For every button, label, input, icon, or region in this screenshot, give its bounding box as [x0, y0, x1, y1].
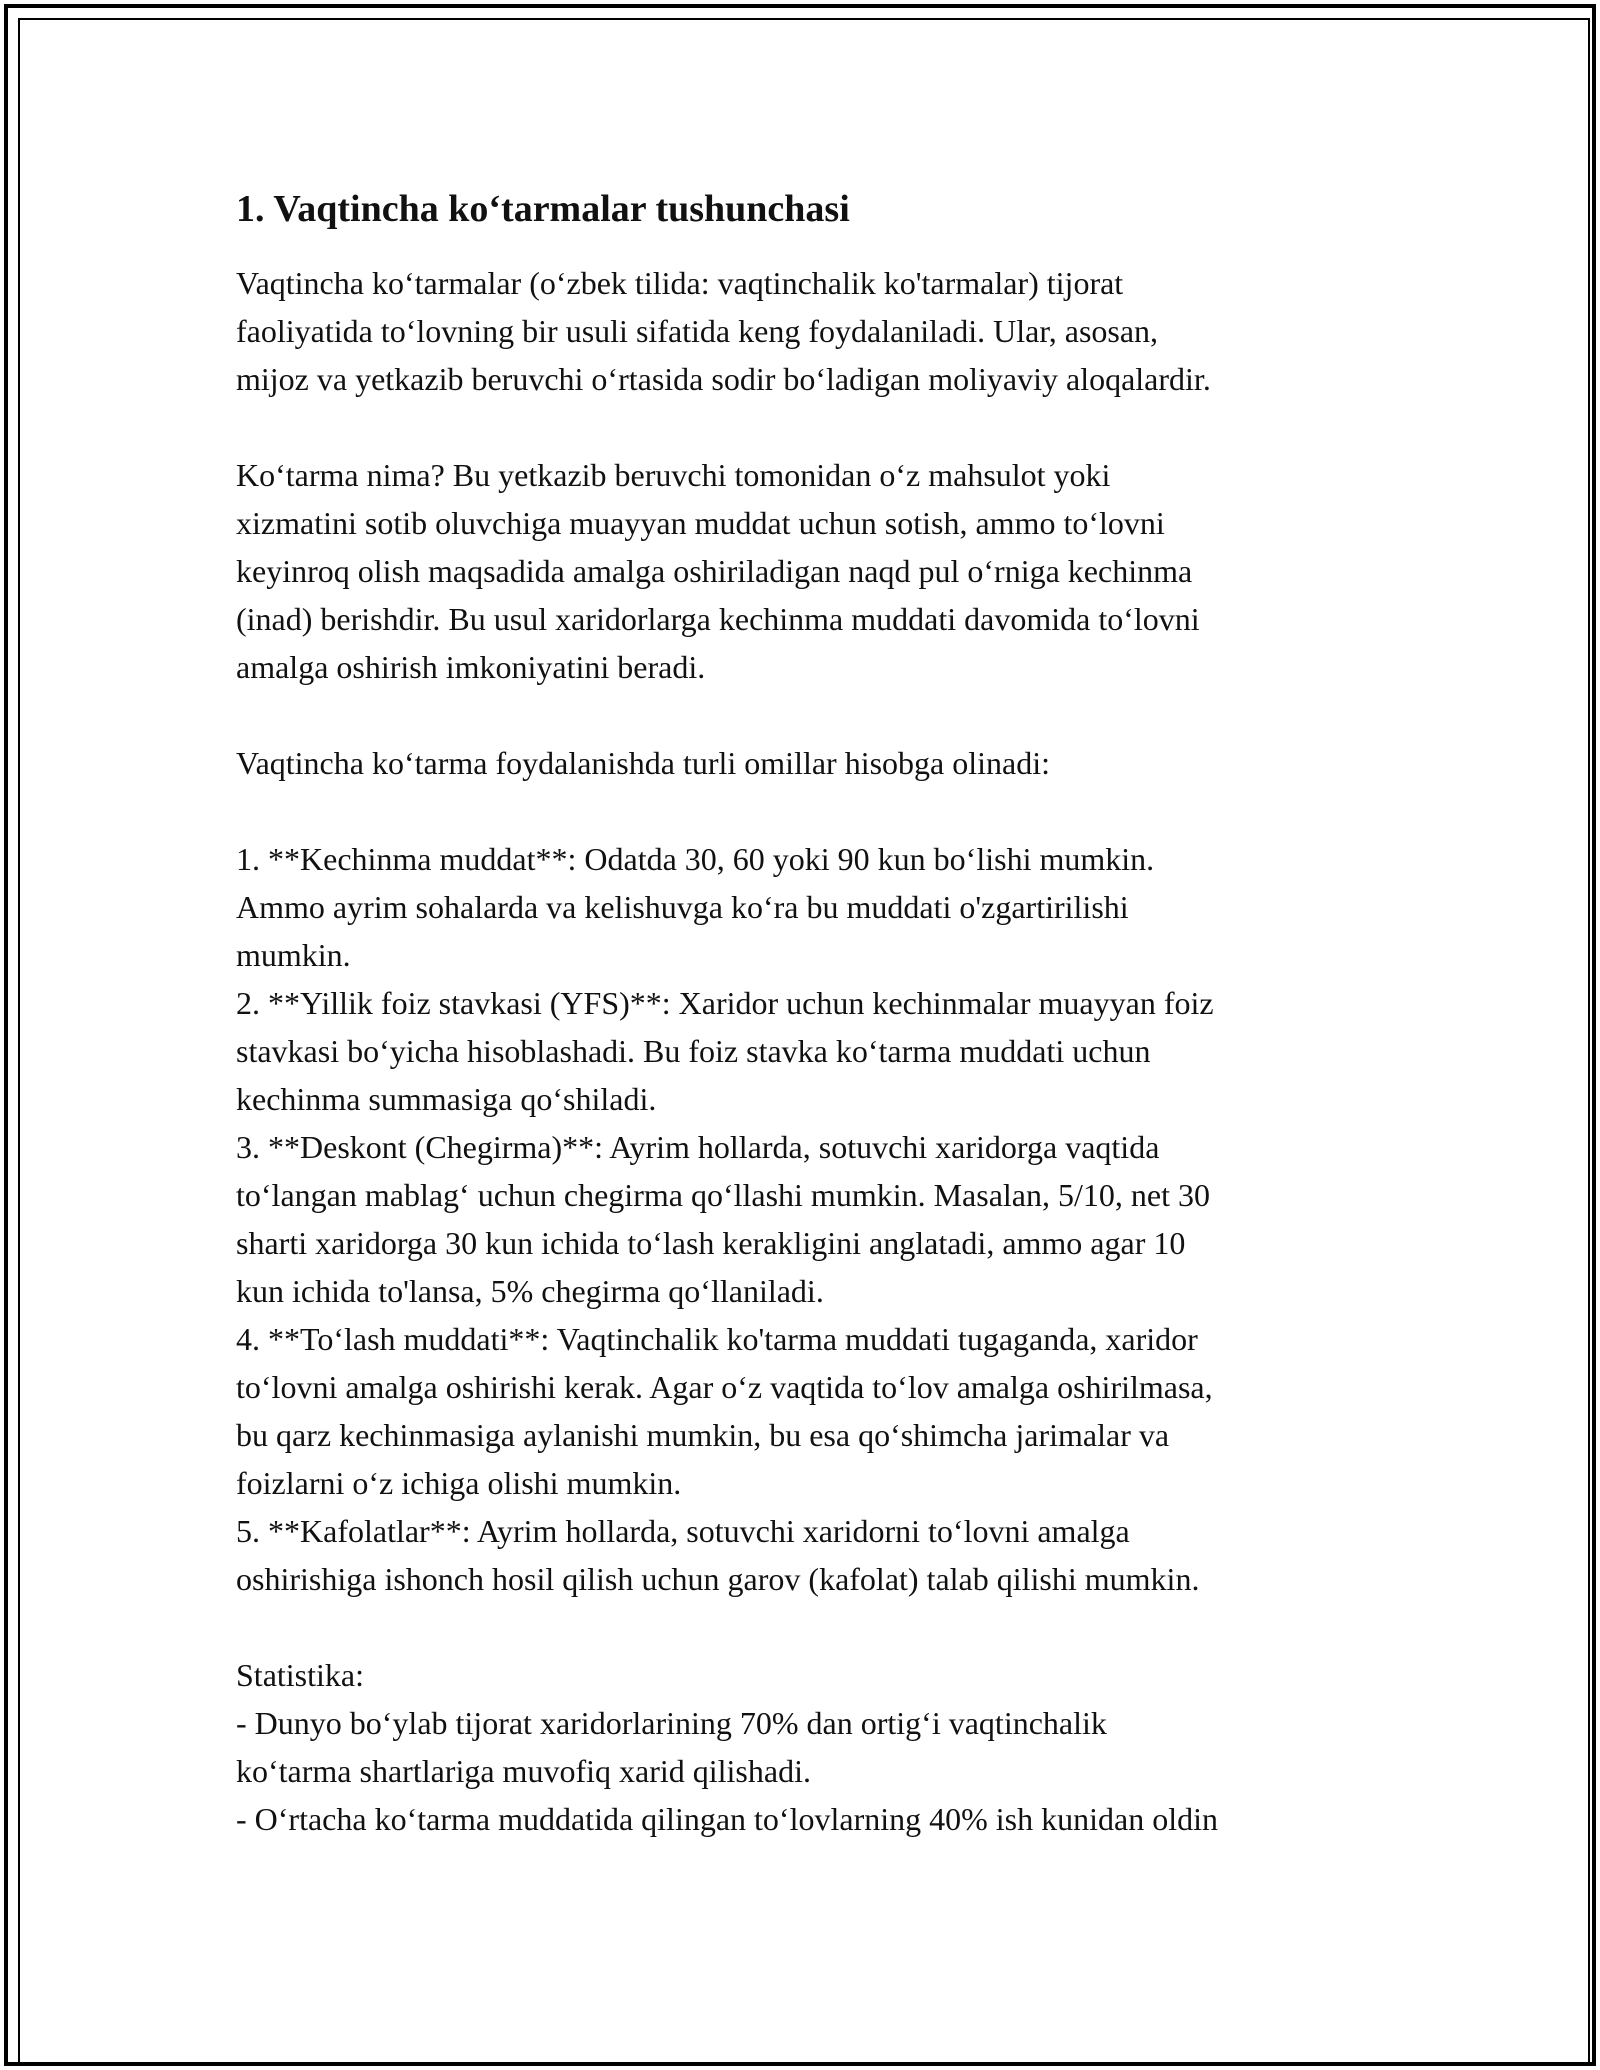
- section-heading: 1. Vaqtincha ko‘tarmalar tushunchasi: [236, 188, 850, 230]
- list-item-line: sharti xaridorga 30 kun ichida to‘lash kerakligini anglatadi, ammo agar 10: [236, 1225, 1186, 1261]
- list-item-line: 2. **Yillik foiz stavkasi (YFS)**: Xaridor uchun kechinmalar muayyan foiz: [236, 985, 1214, 1021]
- text-line: faoliyatida to‘lovning bir usuli sifatida keng foydalaniladi. Ular, asosan,: [236, 313, 1159, 349]
- document-body: [236, 185, 1396, 1843]
- list-item-line: to‘langan mablag‘ uchun chegirma qo‘llashi mumkin. Masalan, 5/10, net 30: [236, 1177, 1210, 1213]
- list-item-line: 1. **Kechinma muddat**: Odatda 30, 60 yoki 90 kun bo‘lishi mumkin.: [236, 841, 1155, 877]
- list-item-line: Ammo ayrim sohalarda va kelishuvga ko‘ra bu muddati o'zgartirilishi: [236, 889, 1129, 925]
- text-line: amalga oshirish imkoniyatini beradi.: [236, 649, 706, 685]
- list-item-line: 3. **Deskont (Chegirma)**: Ayrim hollarda, sotuvchi xaridorga vaqtida: [236, 1129, 1160, 1165]
- list-item-line: oshirishiga ishonch hosil qilish uchun garov (kafolat) talab qilishi mumkin.: [236, 1561, 1200, 1597]
- text-line: Ko‘tarma nima? Bu yetkazib beruvchi tomonidan o‘z mahsulot yoki: [236, 457, 1111, 493]
- text-line: keyinroq olish maqsadida amalga oshiriladigan naqd pul o‘rniga kechinma: [236, 553, 1193, 589]
- paragraph-gap: [236, 691, 1396, 739]
- text-line: (inad) berishdir. Bu usul xaridorlarga kechinma muddati davomida to‘lovni: [236, 601, 1200, 637]
- list-item-line: bu qarz kechinmasiga aylanishi mumkin, bu esa qo‘shimcha jarimalar va: [236, 1417, 1170, 1453]
- text-line: ko‘tarma shartlariga muvofiq xarid qilishadi.: [236, 1753, 811, 1789]
- text-line: mijoz va yetkazib beruvchi o‘rtasida sodir bo‘ladigan moliyaviy aloqalardir.: [236, 361, 1211, 397]
- list-item-line: kechinma summasiga qo‘shiladi.: [236, 1081, 657, 1117]
- text-line: - O‘rtacha ko‘tarma muddatida qilingan to‘lovlarning 40% ish kunidan oldin: [236, 1801, 1218, 1837]
- text-line: xizmatini sotib oluvchiga muayyan muddat uchun sotish, ammo to‘lovni: [236, 505, 1165, 541]
- paragraph-factors-intro: [236, 739, 1396, 787]
- paragraph-intro: [236, 259, 1396, 403]
- paragraph-gap: [236, 787, 1396, 835]
- list-item-line: mumkin.: [236, 937, 351, 973]
- list-item-line: to‘lovni amalga oshirishi kerak. Agar o‘z vaqtida to‘lov amalga oshirilmasa,: [236, 1369, 1213, 1405]
- list-item-line: kun ichida to'lansa, 5% chegirma qo‘llaniladi.: [236, 1273, 824, 1309]
- list-item-line: 5. **Kafolatlar**: Ayrim hollarda, sotuvchi xaridorni to‘lovni amalga: [236, 1513, 1130, 1549]
- text-line: Vaqtincha ko‘tarma foydalanishda turli omillar hisobga olinadi:: [236, 745, 1051, 781]
- text-line: Vaqtincha ko‘tarmalar (o‘zbek tilida: vaqtinchalik ko'tarmalar) tijorat: [236, 265, 1124, 301]
- list-item-line: foizlarni o‘z ichiga olishi mumkin.: [236, 1465, 682, 1501]
- list-item-line: 4. **To‘lash muddati**: Vaqtinchalik ko'tarma muddati tugaganda, xaridor: [236, 1321, 1198, 1357]
- paragraph-gap: [236, 1603, 1396, 1651]
- paragraph-factors-list: [236, 835, 1396, 1603]
- paragraph-definition: [236, 451, 1396, 691]
- paragraph-gap: [236, 403, 1396, 451]
- text-line: Statistika:: [236, 1657, 364, 1693]
- paragraph-statistics: [236, 1651, 1396, 1843]
- list-item-line: stavkasi bo‘yicha hisoblashadi. Bu foiz stavka ko‘tarma muddati uchun: [236, 1033, 1151, 1069]
- text-line: - Dunyo bo‘ylab tijorat xaridorlarining 70% dan ortig‘i vaqtinchalik: [236, 1705, 1107, 1741]
